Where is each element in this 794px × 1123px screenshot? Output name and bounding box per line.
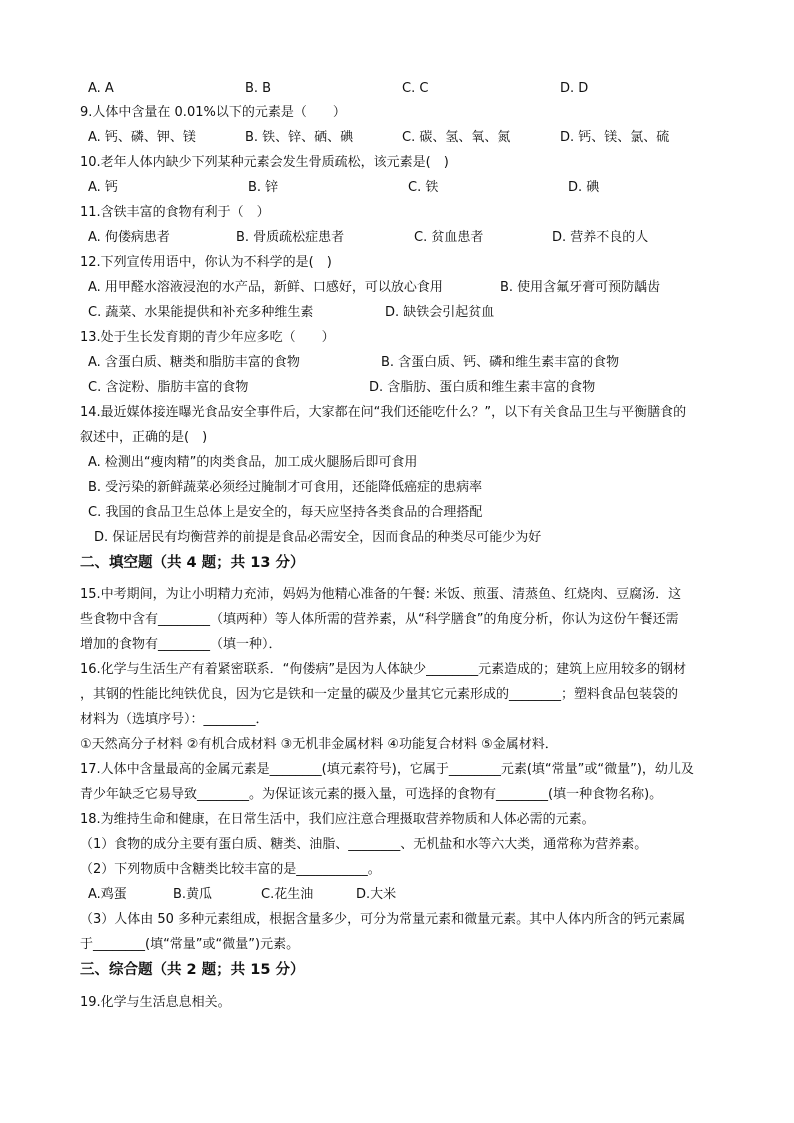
q13-option-a: A. 含蛋白质、糖类和脂肪丰富的食物 xyxy=(88,355,300,370)
q14-stem-line2: 叙述中，正确的是( ) xyxy=(80,430,208,445)
q8-option-c: C. C xyxy=(402,81,429,96)
q12-option-c: C. 蔬菜、水果能提供和补充多种维生素 xyxy=(88,305,314,320)
q18-part3-line1: （3）人体由 50 多种元素组成，根据含量多少，可分为常量元素和微量元素。其中人体内所含的钙元素属 xyxy=(80,912,686,927)
q8-option-a: A. A xyxy=(88,81,114,96)
q13-stem: 13.处于生长发育期的青少年应多吃（ ） xyxy=(80,330,335,345)
q15-line3: 增加的食物有________（填一种）． xyxy=(80,637,282,652)
q9-option-a: A. 钙、磷、钾、镁 xyxy=(88,130,196,145)
q14-option-a: A. 检测出“瘦肉精”的肉类食品，加工成火腿肠后即可食用 xyxy=(88,455,418,470)
q18-option-b: B.黄瓜 xyxy=(173,887,213,902)
q10-stem: 10.老年人体内缺少下列某种元素会发生骨质疏松，该元素是( ) xyxy=(80,155,449,170)
q16-line2: ，其钢的性能比纯铁优良，因为它是铁和一定量的碳及少量其它元素形成的________；塑料食品包装袋的 xyxy=(80,687,679,702)
q10-option-d: D. 碘 xyxy=(568,180,600,195)
q9-option-d: D. 钙、镁、氯、硫 xyxy=(560,130,670,145)
q18-option-d: D.大米 xyxy=(356,887,397,902)
q18-part3-line2: 于________(填“常量”或“微量”)元素。 xyxy=(80,937,300,952)
q8-option-b: B. B xyxy=(245,81,272,96)
q17-line2: 青少年缺乏它易导致________。为保证该元素的摄入量，可选择的食物有________(填一种食物名称)。 xyxy=(80,787,663,802)
q11-option-b: B. 骨质疏松症患者 xyxy=(236,230,345,245)
q13-option-c: C. 含淀粉、脂肪丰富的食物 xyxy=(88,380,249,395)
q14-option-d: D. 保证居民有均衡营养的前提是食品必需安全，因而食品的种类尽可能少为好 xyxy=(94,530,542,545)
q11-stem: 11.含铁丰富的食物有利于（ ） xyxy=(80,205,270,220)
q12-option-d: D. 缺铁会引起贫血 xyxy=(385,305,495,320)
q18-part2: （2）下列物质中含糖类比较丰富的是___________。 xyxy=(80,862,381,877)
q18-option-a: A.鸡蛋 xyxy=(88,887,127,902)
q12-option-a: A. 用甲醛水溶液浸泡的水产品，新鲜、口感好，可以放心食用 xyxy=(88,280,443,295)
q10-option-c: C. 铁 xyxy=(408,180,439,195)
q14-option-c: C. 我国的食品卫生总体上是安全的，每天应坚持各类食品的合理搭配 xyxy=(88,505,483,520)
section-comprehensive-title: 三、综合题（共 2 题；共 15 分） xyxy=(80,962,305,978)
q14-stem-line1: 14.最近媒体接连曝光食品安全事件后，大家都在问“我们还能吃什么？”，以下有关食品卫生与平衡膳食的 xyxy=(80,405,687,420)
q11-option-d: D. 营养不良的人 xyxy=(552,230,649,245)
q17-line1: 17.人体中含量最高的金属元素是________(填元素符号)，它属于________元素(填“常量”或“微量”)，幼儿及 xyxy=(80,762,694,777)
q15-line1: 15.中考期间，为让小明精力充沛，妈妈为他精心准备的午餐: 米饭、煎蛋、清蒸鱼、红烧肉、豆腐汤．这 xyxy=(80,587,682,602)
q9-stem: 9.人体中含量在 0.01%以下的元素是（ ） xyxy=(80,105,346,120)
q11-option-a: A. 佝偻病患者 xyxy=(88,230,170,245)
q9-option-b: B. 铁、锌、硒、碘 xyxy=(245,130,354,145)
q16-choices: ①天然高分子材料 ②有机合成材料 ③无机非金属材料 ④功能复合材料 ⑤金属材料． xyxy=(80,737,558,752)
q12-stem: 12.下列宣传用语中，你认为不科学的是( ) xyxy=(80,255,332,270)
q19-stem: 19.化学与生活息息相关。 xyxy=(80,995,231,1010)
q18-stem: 18.为维持生命和健康，在日常生活中，我们应注意合理摄取营养物质和人体必需的元素。 xyxy=(80,812,595,827)
q18-option-c: C.花生油 xyxy=(261,887,314,902)
q10-option-b: B. 锌 xyxy=(248,180,279,195)
q10-option-a: A. 钙 xyxy=(88,180,118,195)
q18-part1: （1）食物的成分主要有蛋白质、糖类、油脂、________、无机盐和水等六大类，通常称为营养素。 xyxy=(80,837,648,852)
q11-option-c: C. 贫血患者 xyxy=(414,230,484,245)
q15-line2: 些食物中含有________（填两种）等人体所需的营养素，从“科学膳食”的角度分析，你认为这份午餐还需 xyxy=(80,612,679,627)
q9-option-c: C. 碳、氢、氧、氮 xyxy=(402,130,511,145)
q12-option-b: B. 使用含氟牙膏可预防龋齿 xyxy=(500,280,661,295)
q16-line3: 材料为（选填序号）：________． xyxy=(80,712,269,727)
q8-option-d: D. D xyxy=(560,81,589,96)
q14-option-b: B. 受污染的新鲜蔬菜必须经过腌制才可食用，还能降低癌症的患病率 xyxy=(88,480,483,495)
q16-line1: 16.化学与生活生产有着紧密联系．“佝偻病”是因为人体缺少________元素造成的；建筑上应用较多的钢材 xyxy=(80,662,687,677)
q13-option-b: B. 含蛋白质、钙、磷和维生素丰富的食物 xyxy=(381,355,620,370)
section-fill-in-title: 二、填空题（共 4 题；共 13 分） xyxy=(80,555,305,571)
q13-option-d: D. 含脂肪、蛋白质和维生素丰富的食物 xyxy=(369,380,596,395)
